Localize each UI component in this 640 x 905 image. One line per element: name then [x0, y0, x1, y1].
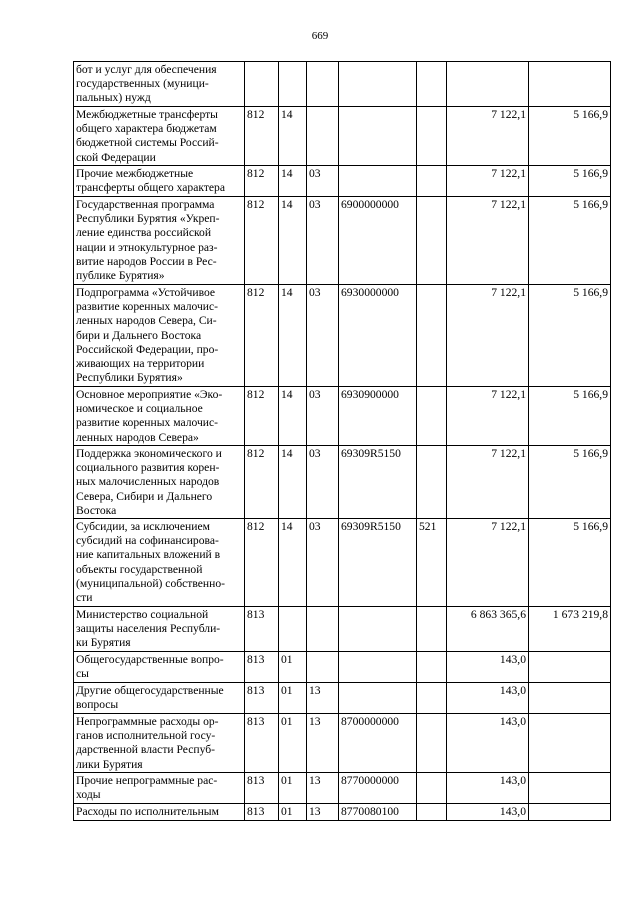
amount-year1-cell: 7 122,1: [447, 519, 529, 607]
subsection-code-cell: 13: [307, 773, 339, 804]
item-name-line: лики Бурятия: [76, 757, 143, 771]
expense-type-cell: [417, 652, 447, 683]
item-name-line: ных малочисленных народов: [76, 475, 220, 489]
expense-type-cell: 521: [417, 519, 447, 607]
section-code-cell: 14: [279, 446, 307, 519]
expense-type-cell: [417, 773, 447, 804]
amount-year1-cell: [447, 62, 529, 107]
item-name-cell: [74, 652, 245, 683]
target-article-cell: 69309R5150: [339, 519, 417, 607]
item-name-line: защиты населения Республи-: [76, 622, 221, 636]
item-name-line: объекты государственной: [76, 562, 203, 576]
ministry-code-cell: 812: [245, 166, 279, 197]
item-name-line: пальных) нужд: [76, 91, 151, 105]
item-name-line: Другие общегосударственные: [76, 684, 224, 698]
section-code-cell: 01: [279, 773, 307, 804]
target-article-cell: [339, 62, 417, 107]
section-code-cell: 01: [279, 714, 307, 773]
amount-year1-cell: 6 863 365,6: [447, 607, 529, 652]
item-name-cell: [74, 519, 245, 607]
table-row: [74, 285, 611, 387]
item-name-line: бюджетной системы Россий-: [76, 136, 219, 150]
table-row: [74, 804, 611, 821]
subsection-code-cell: 13: [307, 714, 339, 773]
item-name-line: ленных народов Севера»: [76, 430, 199, 444]
target-article-cell: [339, 107, 417, 166]
section-code-cell: 14: [279, 519, 307, 607]
ministry-code-cell: 812: [245, 285, 279, 387]
subsection-code-cell: 13: [307, 804, 339, 821]
target-article-cell: 8700000000: [339, 714, 417, 773]
target-article-cell: 69309R5150: [339, 446, 417, 519]
table-row: [74, 166, 611, 197]
item-name-line: Министерство социальной: [76, 608, 209, 622]
subsection-code-cell: 03: [307, 197, 339, 285]
item-name-line: бири и Дальнего Востока: [76, 328, 202, 342]
amount-year2-cell: [529, 714, 611, 773]
item-name-line: развитие коренных малочис-: [76, 416, 219, 430]
item-name-line: номическое и социальное: [76, 402, 203, 416]
item-name-line: Межбюджетные трансферты: [76, 108, 218, 121]
ministry-code-cell: [245, 62, 279, 107]
expense-type-cell: [417, 197, 447, 285]
expense-type-cell: [417, 387, 447, 446]
item-name-line: Республики Бурятия «Укреп-: [76, 212, 220, 226]
expense-type-cell: [417, 446, 447, 519]
section-code-cell: 14: [279, 285, 307, 387]
target-article-cell: 6930000000: [339, 285, 417, 387]
amount-year2-cell: [529, 683, 611, 714]
item-name-line: дарственной власти Респуб-: [76, 743, 215, 757]
table-row: [74, 607, 611, 652]
amount-year1-cell: 143,0: [447, 714, 529, 773]
item-name-line: Прочие непрограммные рас-: [76, 774, 218, 788]
item-name-line: ление единства российской: [76, 226, 212, 240]
item-name-line: развитие коренных малочис-: [76, 300, 219, 314]
item-name-line: субсидий на софинансирова-: [76, 534, 219, 548]
expense-type-cell: [417, 683, 447, 714]
item-name-cell: [74, 197, 245, 285]
amount-year2-cell: [529, 62, 611, 107]
amount-year1-cell: 143,0: [447, 683, 529, 714]
amount-year2-cell: 5 166,9: [529, 387, 611, 446]
subsection-code-cell: [307, 62, 339, 107]
amount-year2-cell: 5 166,9: [529, 107, 611, 166]
ministry-code-cell: 812: [245, 446, 279, 519]
amount-year1-cell: 7 122,1: [447, 166, 529, 197]
item-name-line: ской Федерации: [76, 150, 156, 164]
item-name-cell: [74, 107, 245, 166]
table-row: [74, 62, 611, 107]
amount-year1-cell: 7 122,1: [447, 387, 529, 446]
item-name-cell: [74, 714, 245, 773]
item-name-line: общего характера бюджетам: [76, 122, 217, 136]
target-article-cell: [339, 607, 417, 652]
amount-year1-cell: 143,0: [447, 652, 529, 683]
target-article-cell: 6900000000: [339, 197, 417, 285]
target-article-cell: 8770000000: [339, 773, 417, 804]
expense-type-cell: [417, 166, 447, 197]
item-name-line: ленных народов Севера, Си-: [76, 314, 217, 328]
amount-year1-cell: 7 122,1: [447, 107, 529, 166]
table-row: [74, 107, 611, 166]
amount-year1-cell: 143,0: [447, 773, 529, 804]
ministry-code-cell: 812: [245, 387, 279, 446]
item-name-line: Субсидии, за исключением: [76, 520, 210, 534]
item-name-line: Российской Федерации, про-: [76, 342, 219, 356]
item-name-line: живающих на территории: [76, 357, 205, 371]
target-article-cell: 6930900000: [339, 387, 417, 446]
item-name-cell: [74, 804, 245, 821]
item-name-line: ганов исполнительной госу-: [76, 729, 216, 743]
item-name-line: трансферты общего характера: [76, 181, 225, 195]
amount-year1-cell: 7 122,1: [447, 197, 529, 285]
item-name-line: публике Бурятия»: [76, 269, 165, 283]
item-name-line: социального развития корен-: [76, 461, 220, 475]
item-name-line: Общегосударственные вопро-: [76, 653, 224, 667]
section-code-cell: 01: [279, 683, 307, 714]
item-name-line: Прочие межбюджетные: [76, 167, 194, 180]
amount-year2-cell: [529, 652, 611, 683]
section-code-cell: 14: [279, 197, 307, 285]
item-name-line: ки Бурятия: [76, 636, 131, 650]
section-code-cell: 14: [279, 387, 307, 446]
item-name-line: Республики Бурятия»: [76, 371, 183, 385]
item-name-line: витие народов России в Рес-: [76, 254, 217, 268]
amount-year2-cell: 1 673 219,8: [529, 607, 611, 652]
target-article-cell: [339, 166, 417, 197]
expense-type-cell: [417, 607, 447, 652]
item-name-line: Поддержка экономического и: [76, 447, 222, 460]
section-code-cell: [279, 62, 307, 107]
amount-year1-cell: 143,0: [447, 804, 529, 821]
table-row: [74, 197, 611, 285]
subsection-code-cell: 13: [307, 683, 339, 714]
table-row: [74, 683, 611, 714]
section-code-cell: [279, 607, 307, 652]
item-name-line: Расходы по исполнительным: [76, 805, 219, 819]
table-row: [74, 446, 611, 519]
ministry-code-cell: 813: [245, 607, 279, 652]
item-name-cell: [74, 387, 245, 446]
item-name-line: сти: [76, 591, 93, 605]
item-name-line: государственных (муници-: [76, 77, 209, 91]
expense-type-cell: [417, 714, 447, 773]
amount-year2-cell: [529, 804, 611, 821]
amount-year2-cell: 5 166,9: [529, 166, 611, 197]
section-code-cell: 01: [279, 804, 307, 821]
item-name-cell: [74, 446, 245, 519]
expense-type-cell: [417, 107, 447, 166]
expense-type-cell: [417, 804, 447, 821]
item-name-cell: [74, 683, 245, 714]
amount-year2-cell: 5 166,9: [529, 197, 611, 285]
subsection-code-cell: 03: [307, 166, 339, 197]
amount-year2-cell: 5 166,9: [529, 519, 611, 607]
item-name-cell: [74, 607, 245, 652]
item-name-line: Государственная программа: [76, 198, 215, 211]
amount-year1-cell: 7 122,1: [447, 285, 529, 387]
section-code-cell: 14: [279, 166, 307, 197]
item-name-cell: [74, 62, 245, 107]
page-number: 669: [311, 30, 329, 42]
amount-year2-cell: 5 166,9: [529, 285, 611, 387]
section-code-cell: 14: [279, 107, 307, 166]
item-name-line: Основное мероприятие «Эко-: [76, 388, 223, 401]
item-name-line: сы: [76, 667, 89, 681]
budget-table: [73, 61, 611, 821]
item-name-cell: [74, 773, 245, 804]
subsection-code-cell: 03: [307, 387, 339, 446]
subsection-code-cell: 03: [307, 285, 339, 387]
item-name-line: (муниципальной) собственно-: [76, 576, 225, 590]
target-article-cell: [339, 683, 417, 714]
table-body: [74, 62, 611, 821]
item-name-cell: [74, 166, 245, 197]
ministry-code-cell: 813: [245, 683, 279, 714]
subsection-code-cell: [307, 607, 339, 652]
ministry-code-cell: 812: [245, 519, 279, 607]
ministry-code-cell: 813: [245, 773, 279, 804]
subsection-code-cell: 03: [307, 519, 339, 607]
target-article-cell: [339, 652, 417, 683]
item-name-line: ходы: [76, 788, 101, 802]
item-name-line: Востока: [76, 503, 117, 517]
expense-type-cell: [417, 62, 447, 107]
ministry-code-cell: 813: [245, 652, 279, 683]
subsection-code-cell: 03: [307, 446, 339, 519]
subsection-code-cell: [307, 107, 339, 166]
target-article-cell: 8770080100: [339, 804, 417, 821]
ministry-code-cell: 812: [245, 107, 279, 166]
amount-year2-cell: 5 166,9: [529, 446, 611, 519]
item-name-line: нации и этнокультурное раз-: [76, 240, 218, 254]
ministry-code-cell: 812: [245, 197, 279, 285]
table-row: [74, 519, 611, 607]
item-name-line: вопросы: [76, 698, 119, 712]
table-row: [74, 714, 611, 773]
ministry-code-cell: 813: [245, 714, 279, 773]
item-name-line: Непрограммные расходы ор-: [76, 715, 219, 729]
amount-year1-cell: 7 122,1: [447, 446, 529, 519]
amount-year2-cell: [529, 773, 611, 804]
ministry-code-cell: 813: [245, 804, 279, 821]
item-name-line: ние капитальных вложений в: [76, 548, 221, 562]
table-row: [74, 773, 611, 804]
table-row: [74, 387, 611, 446]
section-code-cell: 01: [279, 652, 307, 683]
item-name-line: бот и услуг для обеспечения: [76, 63, 217, 76]
subsection-code-cell: [307, 652, 339, 683]
item-name-cell: [74, 285, 245, 387]
table-row: [74, 652, 611, 683]
item-name-line: Подпрограмма «Устойчивое: [76, 286, 216, 299]
expense-type-cell: [417, 285, 447, 387]
item-name-line: Севера, Сибири и Дальнего: [76, 489, 213, 503]
